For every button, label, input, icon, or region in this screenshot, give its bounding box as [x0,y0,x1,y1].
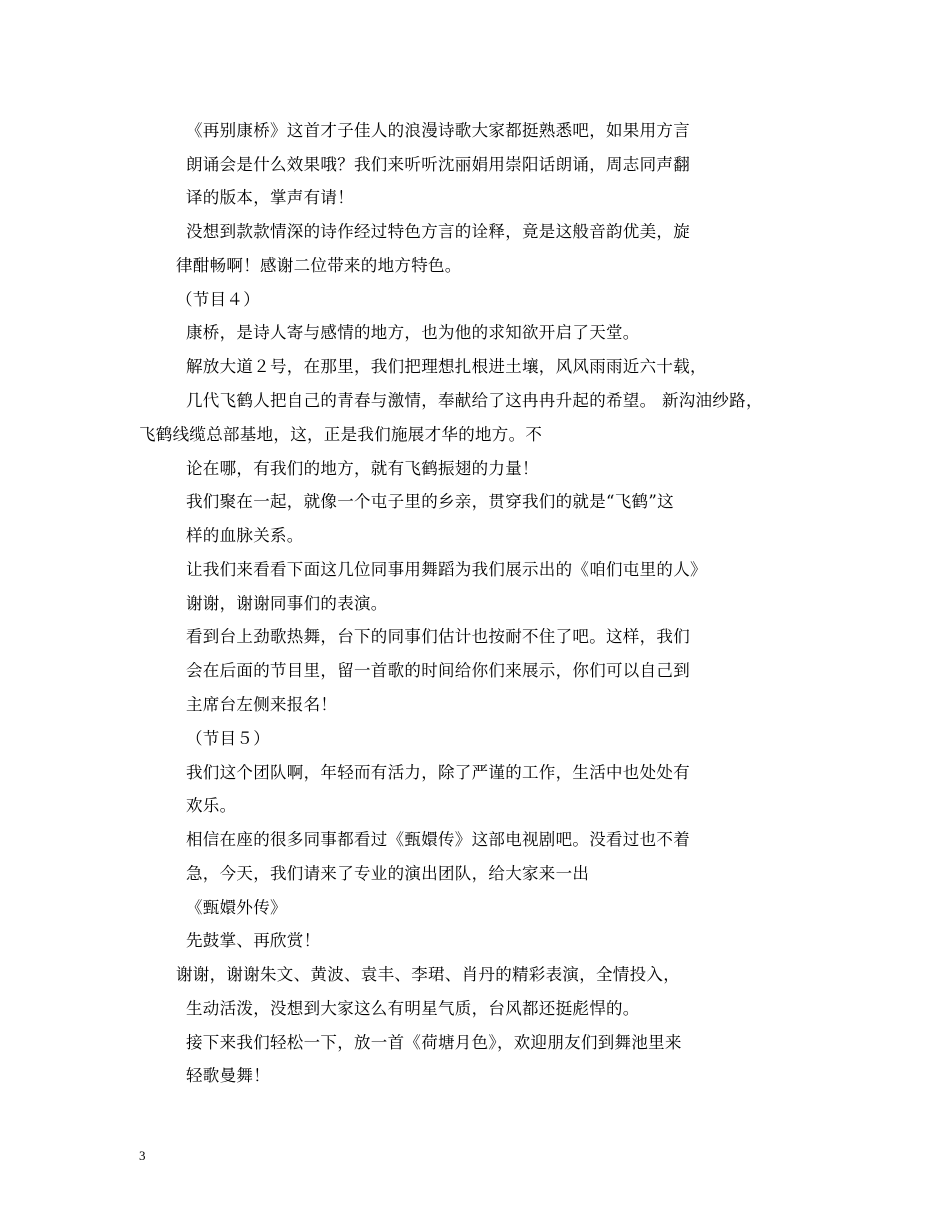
text-line: 没想到款款情深的诗作经过特色方言的诠释，竟是这般音韵优美，旋 [186,222,690,241]
text-line: 朗诵会是什么效果哦？我们来听听沈丽娟用崇阳话朗诵，周志同声翻 [186,155,690,174]
text-line: 急，今天，我们请来了专业的演出团队，给大家来一出 [186,864,590,883]
text-line: 相信在座的很多同事都看过《甄嬛传》这部电视剧吧。没看过也不着 [186,830,690,849]
text-line: 论在哪，有我们的地方，就有飞鹤振翅的力量！ [186,459,539,478]
text-line: 谢谢，谢谢同事们的表演。 [186,594,388,613]
text-line: （节目５） [186,729,270,748]
page-number: 3 [139,1148,146,1163]
text-line: 先鼓掌、再欣赏！ [186,931,321,950]
text-line: 解放大道２号，在那里，我们把理想扎根进土壤，风风雨雨近六十载， [186,357,707,376]
text-line: 主席台左侧来报名！ [186,695,338,714]
text-line: 看到台上劲歌热舞，台下的同事们估计也按耐不住了吧。这样，我们 [186,627,690,646]
text-line: 几代飞鹤人把自己的青春与激情，奉献给了这冉冉升起的希望。 新沟油纱路， [186,391,763,410]
text-line: 生动活泼，没想到大家这么有明星气质，台风都还挺彪悍的。 [186,999,640,1018]
text-line: 《甄嬛外传》 [186,898,287,917]
text-line: 《再别康桥》这首才子佳人的浪漫诗歌大家都挺熟悉吧，如果用方言 [186,121,690,140]
text-line: 接下来我们轻松一下，放一首《荷塘月色》，欢迎朋友们到舞池里来 [186,1033,682,1052]
text-line: 译的版本，掌声有请！ [186,188,354,207]
text-line: 律酣畅啊！感谢二位带来的地方特色。 [176,256,462,275]
text-line: 让我们来看看下面这几位同事用舞蹈为我们展示出的《咱们屯里的人》 [186,560,707,579]
text-line: （节目４） [176,290,260,309]
text-line: 谢谢，谢谢朱文、黄波、袁丰、李珺、肖丹的精彩表演，全情投入， [176,965,680,984]
text-line: 轻歌曼舞！ [186,1066,270,1085]
text-line: 我们这个团队啊，年轻而有活力，除了严谨的工作，生活中也处处有 [186,763,690,782]
text-line: 样的血脉关系。 [186,526,304,545]
text-line: 康桥，是诗人寄与感情的地方，也为他的求知欲开启了天堂。 [186,323,640,342]
text-line: 会在后面的节目里，留一首歌的时间给你们来展示，你们可以自己到 [186,661,690,680]
text-line: 欢乐。 [186,796,237,815]
text-line: 飞鹤线缆总部基地，这，正是我们施展才华的地方。不 [139,425,543,444]
text-line: 我们聚在一起，就像一个屯子里的乡亲，贯穿我们的就是“飞鹤”这 [186,492,674,511]
